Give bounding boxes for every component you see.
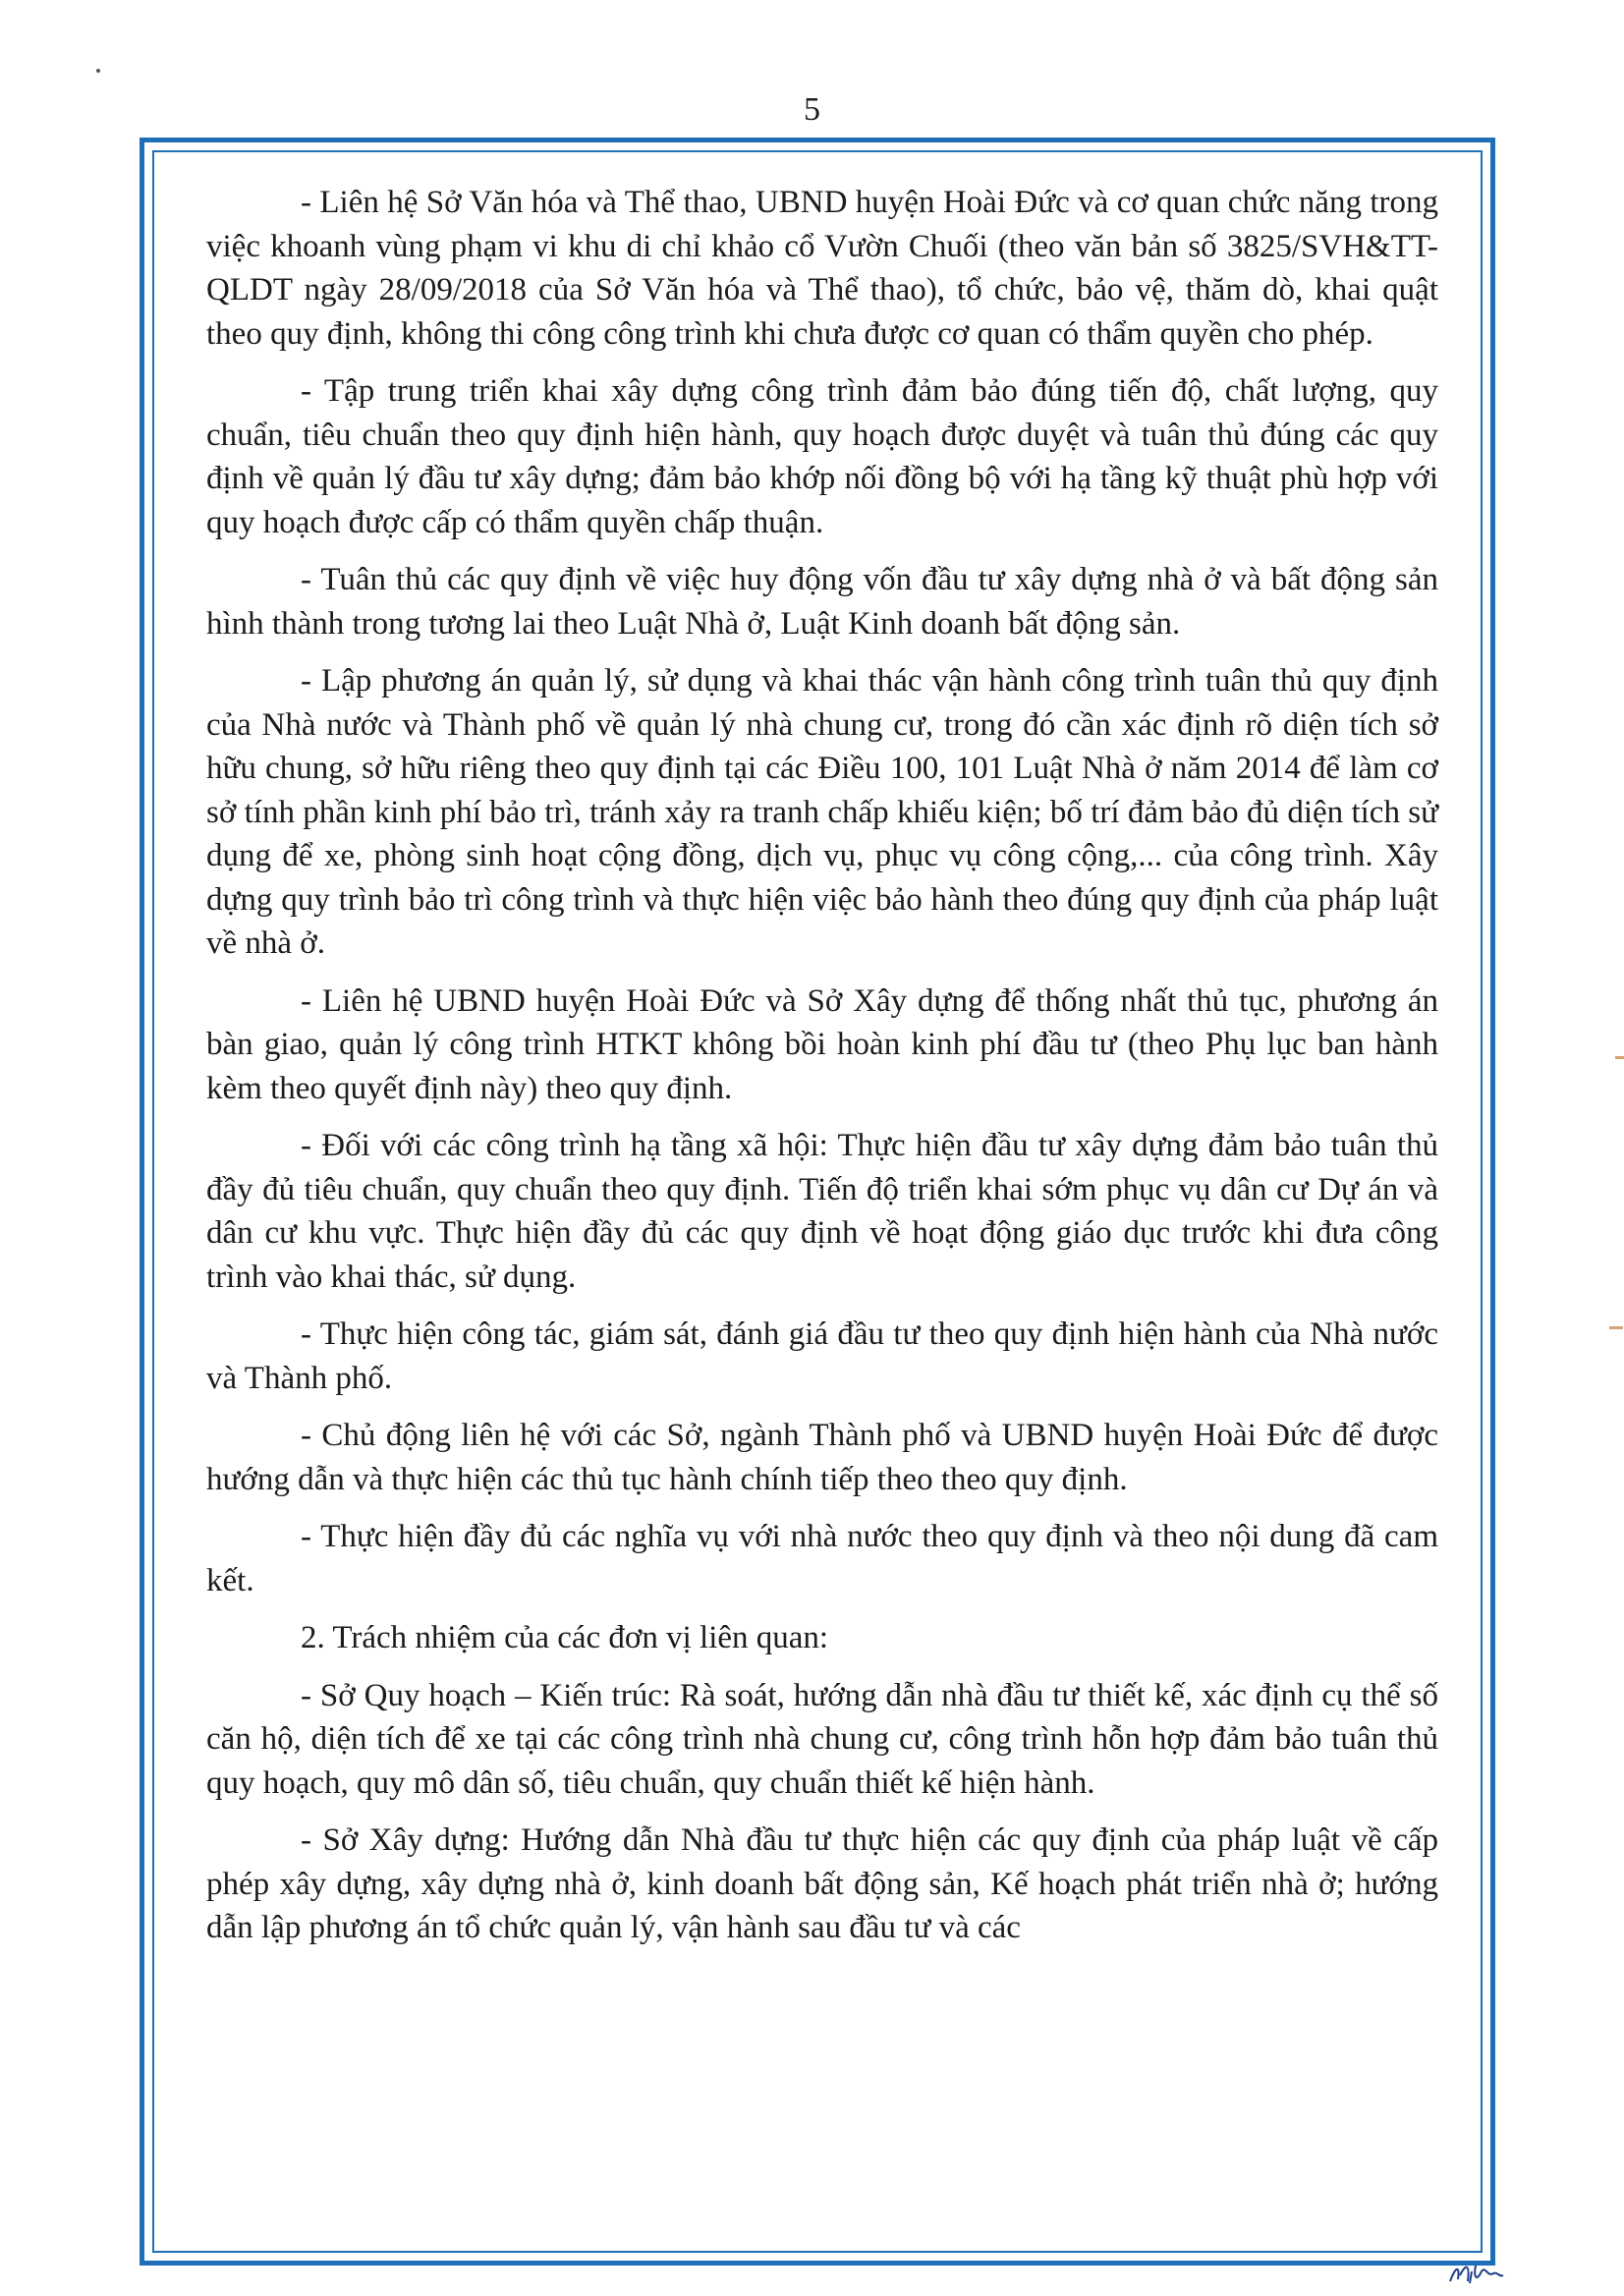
paragraph-management-plan: - Lập phương án quản lý, sử dụng và khai thác vận hành công trình tuân thủ quy định của Nhà nước và Thành phố về quản lý nhà chung cư, trong đó cần xác định rõ diện tích sở hữu chung, sở hữu riêng theo quy định tại các Điều 100, 101 Luật Nhà ở năm 2014 để làm cơ sở tính phần kinh phí bảo trì, tránh xảy ra tranh chấp khiếu kiện; bố trí đảm bảo đủ diện tích sử dụng để xe, phòng sinh hoạt cộng đồng, dịch vụ, phục vụ công cộng,... của công trình. Xây dựng quy trình bảo trì công trình và thực hiện việc bảo hành theo đúng quy định của pháp luật về nhà ở. (206, 663, 1438, 961)
document-body (206, 181, 1438, 1964)
paragraph-liaise-culture-department: - Liên hệ Sở Văn hóa và Thể thao, UBND huyện Hoài Đức và cơ quan chức năng trong việc khoanh vùng phạm vi khu di chỉ khảo cổ Vườn Chuối (theo văn bản số 3825/SVH&TT-QLDT ngày 28/09/2018 của Sở Văn hóa và Thể thao), tổ chức, bảo vệ, thăm dò, khai quật theo quy định, không thi công công trình khi chưa được cơ quan có thẩm quyền cho phép. (206, 185, 1438, 352)
paragraph-investment-supervision: - Thực hiện công tác, giám sát, đánh giá đầu tư theo quy định hiện hành của Nhà nước và Thành phố. (206, 1316, 1438, 1396)
paragraph-social-infrastructure: - Đối với các công trình hạ tầng xã hội: Thực hiện đầu tư xây dựng đảm bảo tuân thủ đầy đủ tiêu chuẩn, quy chuẩn theo quy định. Tiến độ triển khai sớm phục vụ dân cư Dự án và dân cư khu vực. Thực hiện đầy đủ các quy định về hoạt động giáo dục trước khi đưa công trình vào khai thác, sử dụng. (206, 1128, 1438, 1295)
paragraph-planning-architecture-dept: - Sở Quy hoạch – Kiến trúc: Rà soát, hướng dẫn nhà đầu tư thiết kế, xác định cụ thể số căn hộ, diện tích để xe tại các công trình nhà chung cư, công trình hỗn hợp đảm bảo tuân thủ quy hoạch, quy mô dân số, tiêu chuẩn, quy chuẩn thiết kế hiện hành. (206, 1677, 1438, 1801)
paragraph-construction-progress: - Tập trung triển khai xây dựng công trình đảm bảo đúng tiến độ, chất lượng, quy chuẩn, tiêu chuẩn theo quy định hiện hành, quy hoạch được duyệt và tuân thủ đúng các quy định về quản lý đầu tư xây dựng; đảm bảo khớp nối đồng bộ với hạ tầng kỹ thuật phù hợp với quy hoạch được cấp có thẩm quyền chấp thuận. (206, 373, 1438, 540)
paragraph-handover-infrastructure: - Liên hệ UBND huyện Hoài Đức và Sở Xây dựng để thống nhất thủ tục, phương án bàn giao, quản lý công trình HTKT không bồi hoàn kinh phí đầu tư (theo Phụ lục ban hành kèm theo quyết định này) theo quy định. (206, 982, 1438, 1106)
paragraph-construction-dept: - Sở Xây dựng: Hướng dẫn Nhà đầu tư thực hiện các quy định của pháp luật về cấp phép xây dựng, xây dựng nhà ở, kinh doanh bất động sản, Kế hoạch phát triển nhà ở; hướng dẫn lập phương án tổ chức quản lý, vận hành sau đầu tư và các (206, 1822, 1438, 1945)
paragraph-state-obligations: - Thực hiện đầy đủ các nghĩa vụ với nhà nước theo quy định và theo nội dung đã cam kết. (206, 1519, 1438, 1598)
page-number: 5 (804, 91, 820, 128)
section-heading-related-units: 2. Trách nhiệm của các đơn vị liên quan: (301, 1620, 829, 1655)
margin-mark (1615, 1056, 1624, 1059)
paragraph-administrative-procedures: - Chủ động liên hệ với các Sở, ngành Thành phố và UBND huyện Hoài Đức để được hướng dẫn và thực hiện các thủ tục hành chính tiếp theo theo quy định. (206, 1418, 1438, 1497)
scan-speck (96, 69, 100, 73)
margin-mark (1609, 1326, 1623, 1329)
initials-signature (1446, 2258, 1505, 2287)
paragraph-capital-mobilization: - Tuân thủ các quy định về việc huy động vốn đầu tư xây dựng nhà ở và bất động sản hình thành trong tương lai theo Luật Nhà ở, Luật Kinh doanh bất động sản. (206, 562, 1438, 642)
